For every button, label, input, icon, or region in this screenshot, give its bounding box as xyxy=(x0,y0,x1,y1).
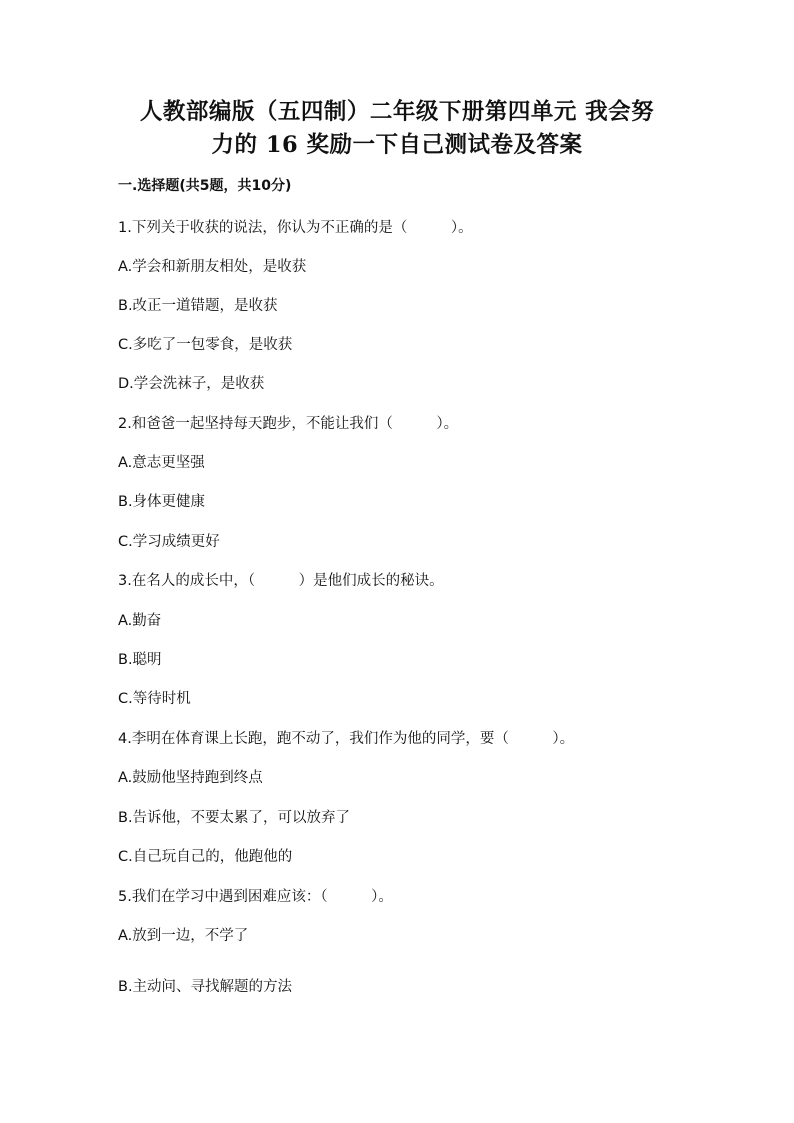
question-2-option-b: B.身体更健康 xyxy=(118,494,206,510)
question-1-option-d: D.学会洗袜子，是收获 xyxy=(118,376,265,392)
question-1-option-b: B.改正一道错题，是收获 xyxy=(118,298,278,314)
question-3-option-b: B.聪明 xyxy=(118,652,162,668)
question-4-option-c: C.自己玩自己的，他跑他的 xyxy=(118,849,293,865)
question-4-stem: 4.李明在体育课上长跑，跑不动了，我们作为他的同学，要（ ）。 xyxy=(118,731,575,747)
question-3-option-a: A.勤奋 xyxy=(118,613,162,629)
question-1-option-a: A.学会和新朋友相处，是收获 xyxy=(118,259,307,275)
question-2-stem: 2.和爸爸一起坚持每天跑步，不能让我们（ ）。 xyxy=(118,416,459,432)
question-5-option-a: A.放到一边，不学了 xyxy=(118,928,249,944)
question-4-option-b: B.告诉他，不要太累了，可以放弃了 xyxy=(118,810,351,826)
page-title-line-2: 力的 16 奖励一下自己测试卷及答案 xyxy=(211,132,583,158)
question-1-stem: 1.下列关于收获的说法，你认为不正确的是（ ）。 xyxy=(118,220,473,236)
question-5-option-b: B.主动问、寻找解题的方法 xyxy=(118,979,293,995)
question-2-option-c: C.学习成绩更好 xyxy=(118,534,220,550)
question-3-stem: 3.在名人的成长中，（ ）是他们成长的秘诀。 xyxy=(118,573,444,589)
question-4-option-a: A.鼓励他坚持跑到终点 xyxy=(118,770,263,786)
question-2-option-a: A.意志更坚强 xyxy=(118,455,205,471)
section-heading: 一.选择题(共5题，共10分) xyxy=(118,178,292,194)
question-3-option-c: C.等待时机 xyxy=(118,691,191,707)
question-1-option-c: C.多吃了一包零食，是收获 xyxy=(118,337,293,353)
page-title-line-1: 人教部编版（五四制）二年级下册第四单元 我会努 xyxy=(139,99,655,125)
question-5-stem: 5.我们在学习中遇到困难应该：（ ）。 xyxy=(118,889,393,905)
